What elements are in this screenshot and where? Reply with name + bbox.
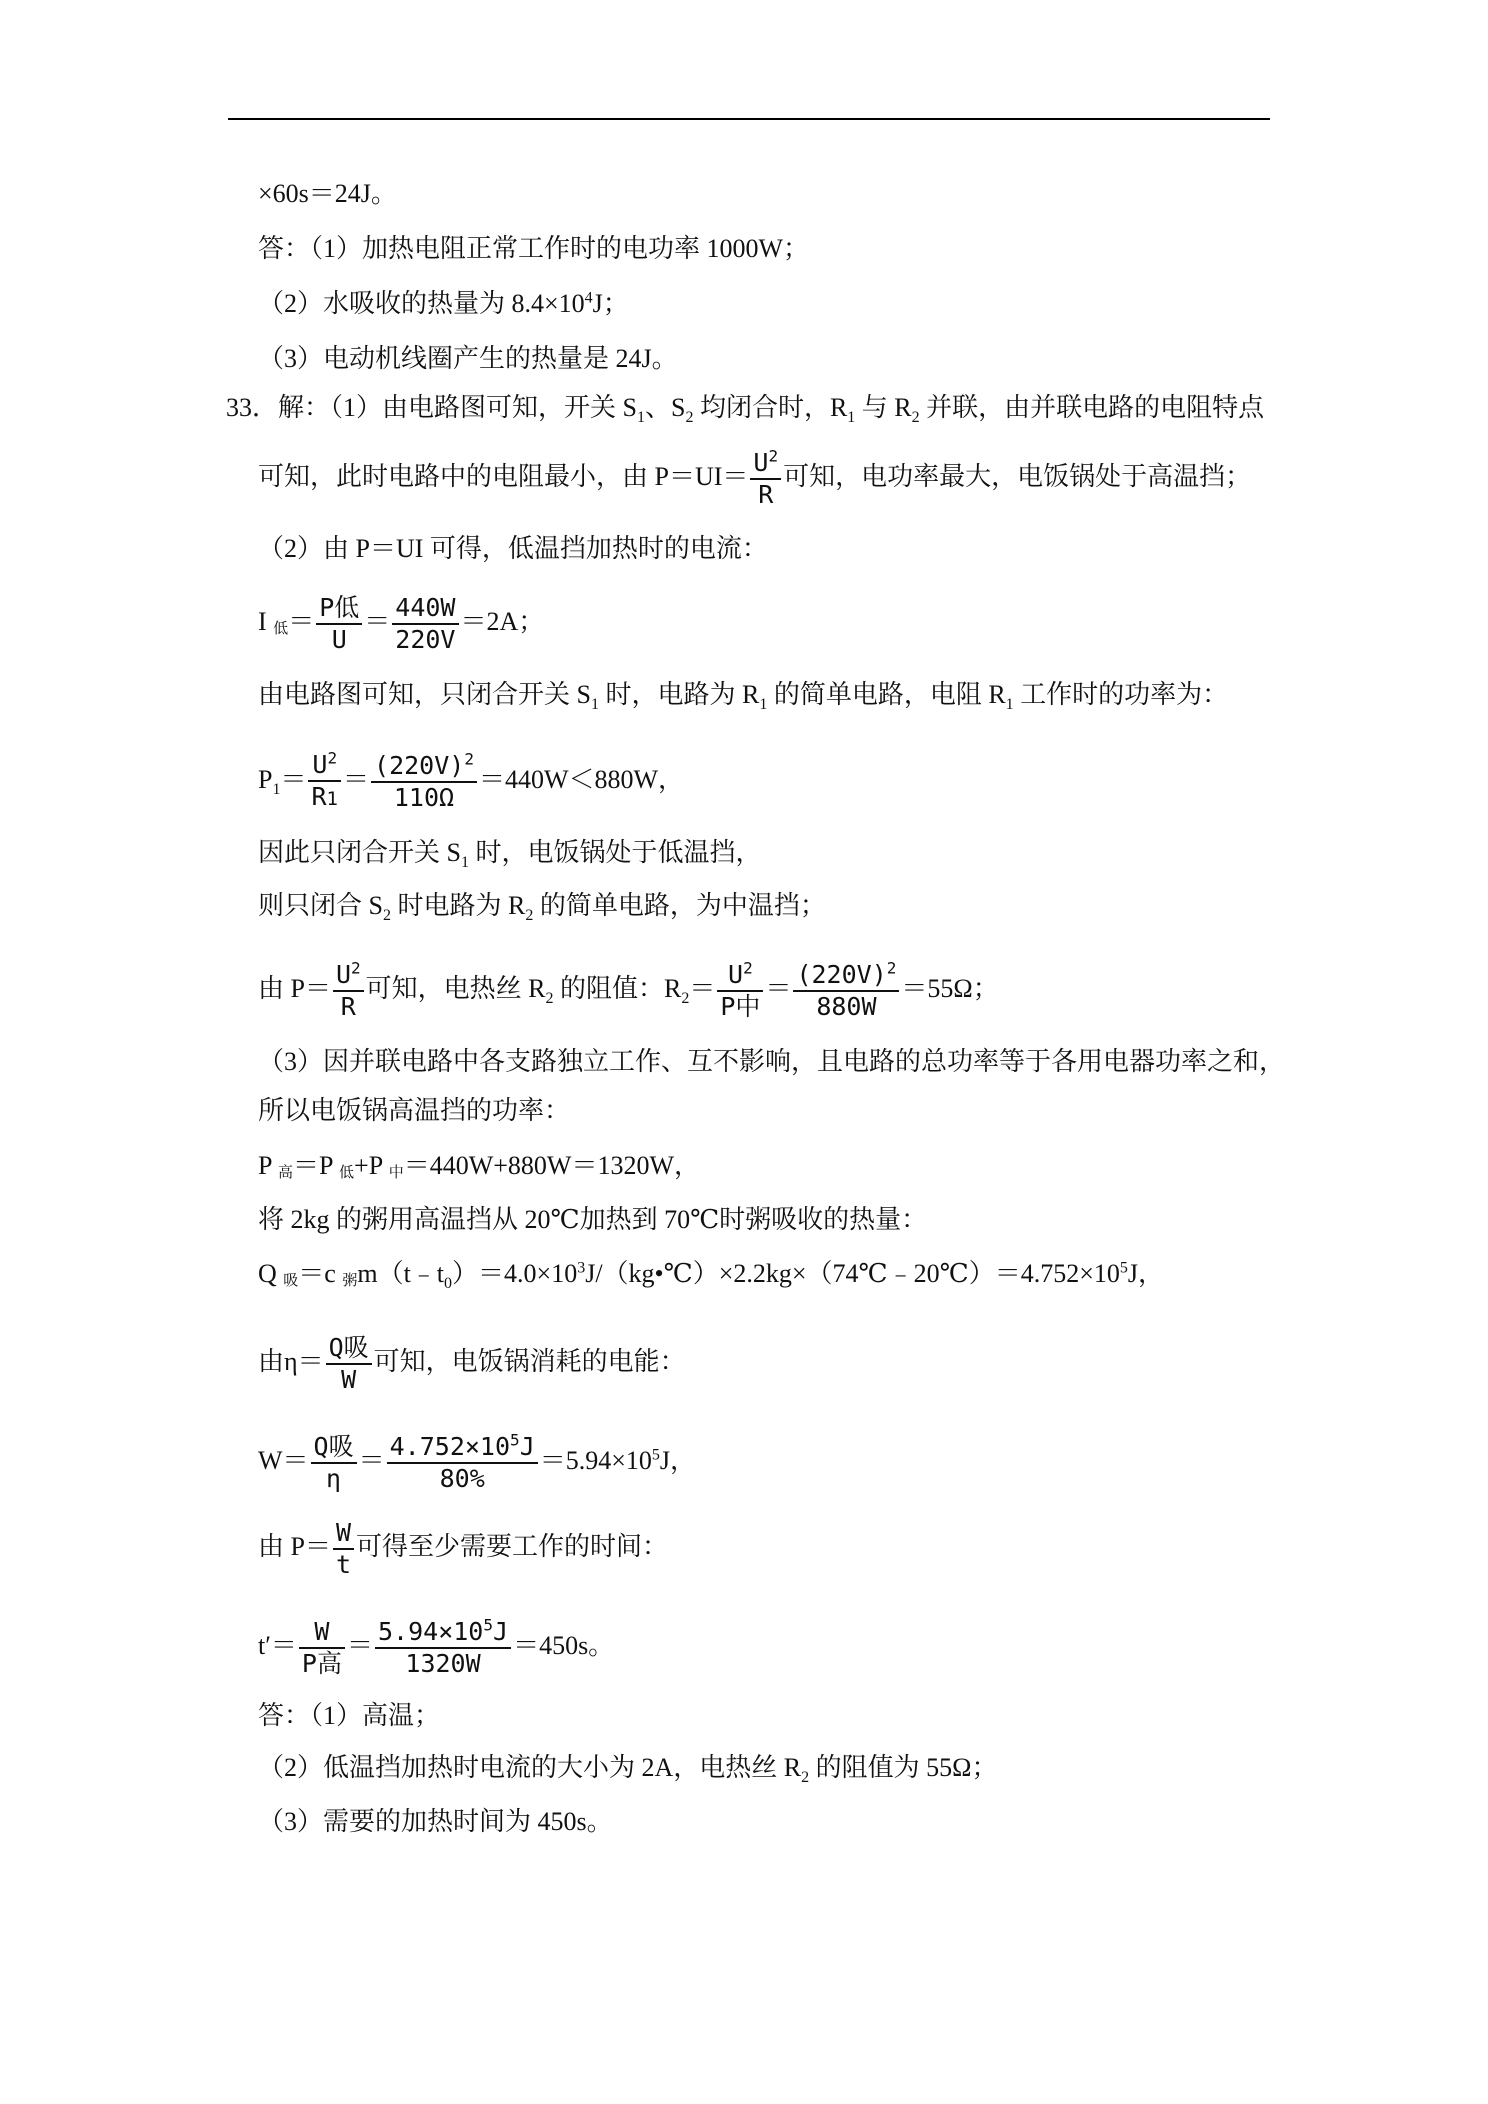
numerator: W bbox=[314, 1617, 330, 1646]
superscript: 2 bbox=[768, 446, 779, 466]
text: 由 P＝ bbox=[258, 973, 331, 1003]
answer-line bbox=[258, 1752, 998, 1787]
text: 工作时的功率为： bbox=[1013, 680, 1229, 709]
subscript: 粥 bbox=[342, 1273, 358, 1289]
subscript: 高 bbox=[278, 1165, 294, 1181]
text: 的阻值为 55Ω； bbox=[809, 1753, 998, 1782]
text-line: 将 2kg 的粥用高温挡从 20℃加热到 70℃时粥吸收的热量： bbox=[258, 1205, 928, 1234]
text: ＝450s。 bbox=[513, 1630, 615, 1660]
text: +P bbox=[354, 1151, 389, 1180]
text: ＝P bbox=[293, 1151, 340, 1180]
subscript: 0 bbox=[444, 1275, 453, 1293]
equation-line bbox=[258, 1432, 696, 1494]
superscript: 5 bbox=[483, 1615, 493, 1635]
superscript: 3 bbox=[577, 1259, 586, 1277]
answer-line: （3）需要的加热时间为 450s。 bbox=[258, 1807, 613, 1836]
text: 则只闭合 S bbox=[258, 891, 383, 920]
text: 可得至少需要工作的时间： bbox=[356, 1531, 669, 1561]
text: ＝ bbox=[765, 973, 792, 1003]
text: 、S bbox=[644, 393, 686, 422]
subscript: 吸 bbox=[283, 1273, 299, 1289]
text: 33．解：（1）由电路图可知，开关 S bbox=[226, 393, 637, 422]
text: 并联，由并联电路的电阻特点 bbox=[919, 393, 1265, 422]
fraction bbox=[392, 593, 458, 655]
text: 可知，电热丝 R bbox=[365, 973, 546, 1003]
numerator: 5.94×10 bbox=[378, 1617, 484, 1646]
text: 由 P＝ bbox=[258, 1531, 331, 1561]
superscript: 5 bbox=[651, 1446, 660, 1464]
denominator: P高 bbox=[299, 1647, 345, 1679]
answer-line: 答：（1）加热电阻正常工作时的电功率 1000W； bbox=[258, 234, 810, 263]
fraction bbox=[750, 448, 781, 510]
text-line: （3）因并联电路中各支路独立工作、互不影响，且电路的总功率等于各用电器功率之和， bbox=[258, 1047, 1286, 1076]
solution-heading-line bbox=[226, 392, 1265, 427]
text: ＝ bbox=[343, 764, 370, 794]
numerator: Q吸 bbox=[328, 1333, 369, 1362]
equation-line bbox=[258, 1333, 686, 1395]
text-line bbox=[258, 837, 762, 872]
numerator: W bbox=[335, 1518, 352, 1547]
fraction bbox=[371, 751, 477, 813]
text: 时，电饭锅处于低温挡， bbox=[468, 838, 762, 867]
fraction bbox=[375, 1617, 511, 1679]
text: P bbox=[258, 1151, 278, 1180]
superscript: 4 bbox=[584, 289, 593, 307]
text: m（t﹣t bbox=[357, 1259, 445, 1288]
answer-line bbox=[258, 288, 629, 320]
subscript: 1 bbox=[636, 409, 645, 427]
numerator: Q吸 bbox=[313, 1432, 354, 1461]
text: ＝c bbox=[298, 1259, 343, 1288]
subscript: 2 bbox=[525, 907, 534, 925]
text: ＝440W+880W＝1320W， bbox=[403, 1151, 701, 1180]
numerator: P低 bbox=[319, 593, 360, 622]
numerator-unit: J bbox=[493, 1617, 509, 1646]
text: 由η＝ bbox=[258, 1346, 324, 1376]
text: ＝ bbox=[280, 764, 307, 794]
text: Q bbox=[258, 1259, 284, 1288]
subscript: 1 bbox=[590, 696, 599, 714]
equation-line bbox=[258, 1518, 668, 1580]
subscript: 2 bbox=[911, 409, 920, 427]
numerator: U bbox=[728, 960, 744, 989]
denominator: 1320W bbox=[375, 1647, 511, 1679]
fraction bbox=[299, 1617, 345, 1679]
denominator: R bbox=[333, 990, 364, 1022]
equation-line bbox=[258, 1258, 1164, 1297]
text: ＝ bbox=[346, 1630, 373, 1660]
fraction bbox=[326, 1333, 372, 1395]
subscript: 2 bbox=[681, 990, 690, 1008]
subscript: 1 bbox=[460, 854, 469, 872]
text: 时电路为 R bbox=[390, 891, 526, 920]
superscript: 2 bbox=[351, 958, 361, 978]
numerator: 4.752×10 bbox=[389, 1432, 511, 1461]
denominator: P中 bbox=[717, 990, 763, 1022]
numerator: (220V) bbox=[796, 960, 887, 989]
text: 时，电路为 R bbox=[598, 680, 760, 709]
fraction bbox=[311, 1432, 357, 1494]
subscript: 2 bbox=[801, 1769, 810, 1787]
text: 可知，电功率最大，电饭锅处于高温挡； bbox=[783, 461, 1252, 491]
text: ＝5.94×10 bbox=[539, 1445, 652, 1475]
text-line: （2）由 P＝UI 可得，低温挡加热时的电流： bbox=[258, 534, 768, 563]
text: J； bbox=[592, 289, 629, 318]
subscript: 1 bbox=[847, 409, 856, 427]
text: （2）水吸收的热量为 8.4×10 bbox=[258, 289, 585, 318]
text: 可知，此时电路中的电阻最小，由 P＝UI＝ bbox=[258, 461, 749, 491]
text: 的简单电路，为中温挡； bbox=[533, 891, 826, 920]
text-line bbox=[258, 890, 826, 925]
numerator: 440W bbox=[395, 593, 456, 622]
subscript: 1 bbox=[326, 788, 338, 810]
subscript: 低 bbox=[339, 1165, 355, 1181]
text-line bbox=[258, 448, 1251, 510]
denominator: η bbox=[311, 1462, 357, 1494]
text: 可知，电饭锅消耗的电能： bbox=[373, 1346, 686, 1376]
subscript: 1 bbox=[1005, 696, 1014, 714]
text: ＝2A； bbox=[460, 606, 545, 636]
fraction bbox=[333, 960, 364, 1022]
denominator: W bbox=[326, 1363, 372, 1395]
subscript: 中 bbox=[388, 1165, 404, 1181]
text: ＝ bbox=[364, 606, 391, 636]
subscript: 2 bbox=[545, 990, 554, 1008]
subscript: 1 bbox=[272, 781, 281, 799]
text: ＝440W＜880W， bbox=[478, 764, 685, 794]
denominator: 110Ω bbox=[371, 781, 477, 813]
fraction bbox=[308, 750, 341, 814]
text: ）＝4.0×10 bbox=[452, 1259, 578, 1288]
fraction bbox=[387, 1432, 538, 1494]
subscript: 低 bbox=[273, 620, 289, 637]
subscript: 1 bbox=[759, 696, 768, 714]
fraction bbox=[333, 1518, 354, 1580]
denominator: t bbox=[333, 1548, 354, 1580]
fraction bbox=[316, 593, 362, 655]
superscript: 2 bbox=[743, 958, 753, 978]
text-line: 所以电饭锅高温挡的功率： bbox=[258, 1096, 571, 1125]
header-rule bbox=[228, 118, 1270, 120]
subscript: 2 bbox=[685, 409, 694, 427]
text: 因此只闭合开关 S bbox=[258, 838, 461, 867]
equation-line bbox=[258, 750, 684, 814]
text-line bbox=[258, 679, 1229, 714]
text: ＝ bbox=[288, 606, 315, 636]
text: W＝ bbox=[258, 1445, 309, 1475]
denominator: 880W bbox=[793, 990, 899, 1022]
denominator: R bbox=[311, 782, 327, 811]
numerator-unit: J bbox=[519, 1432, 535, 1461]
equation-line bbox=[258, 593, 544, 655]
text: （2）低温挡加热时电流的大小为 2A，电热丝 R bbox=[258, 1753, 802, 1782]
answer-line: （3）电动机线圈产生的热量是 24J。 bbox=[258, 344, 678, 373]
text: t′＝ bbox=[258, 1630, 297, 1660]
text: J/（kg•℃）×2.2kg×（74℃﹣20℃）＝4.752×10 bbox=[585, 1259, 1120, 1288]
equation-line bbox=[258, 1617, 614, 1679]
text-line: ×60s＝24J。 bbox=[258, 179, 397, 208]
text: ＝55Ω； bbox=[901, 973, 999, 1003]
subscript: 2 bbox=[382, 907, 391, 925]
denominator: U bbox=[316, 623, 362, 655]
text: 与 R bbox=[855, 393, 912, 422]
text: 的简单电路，电阻 R bbox=[767, 680, 1006, 709]
superscript: 2 bbox=[886, 958, 897, 978]
superscript: 2 bbox=[327, 748, 338, 768]
text: P bbox=[258, 764, 273, 794]
numerator: U bbox=[312, 750, 328, 779]
answer-line: 答：（1）高温； bbox=[258, 1701, 441, 1730]
equation-line bbox=[258, 960, 999, 1022]
text: ＝ bbox=[358, 1445, 385, 1475]
superscript: 5 bbox=[1119, 1259, 1128, 1277]
fraction bbox=[717, 960, 763, 1022]
text: J， bbox=[659, 1445, 697, 1475]
text: J， bbox=[1127, 1259, 1165, 1288]
denominator: R bbox=[750, 478, 781, 510]
denominator: 80% bbox=[387, 1462, 538, 1494]
fraction bbox=[793, 960, 899, 1022]
text: 由电路图可知，只闭合开关 S bbox=[258, 680, 591, 709]
text: ＝ bbox=[689, 973, 716, 1003]
numerator: (220V) bbox=[374, 751, 465, 780]
superscript: 2 bbox=[464, 749, 474, 769]
denominator: 220V bbox=[392, 623, 458, 655]
superscript: 5 bbox=[510, 1430, 520, 1450]
numerator: U bbox=[753, 448, 769, 477]
text: I bbox=[258, 606, 274, 636]
text: 均闭合时，R bbox=[693, 393, 848, 422]
equation-line bbox=[258, 1150, 700, 1189]
numerator: U bbox=[335, 960, 352, 989]
text: 的阻值：R bbox=[553, 973, 682, 1003]
